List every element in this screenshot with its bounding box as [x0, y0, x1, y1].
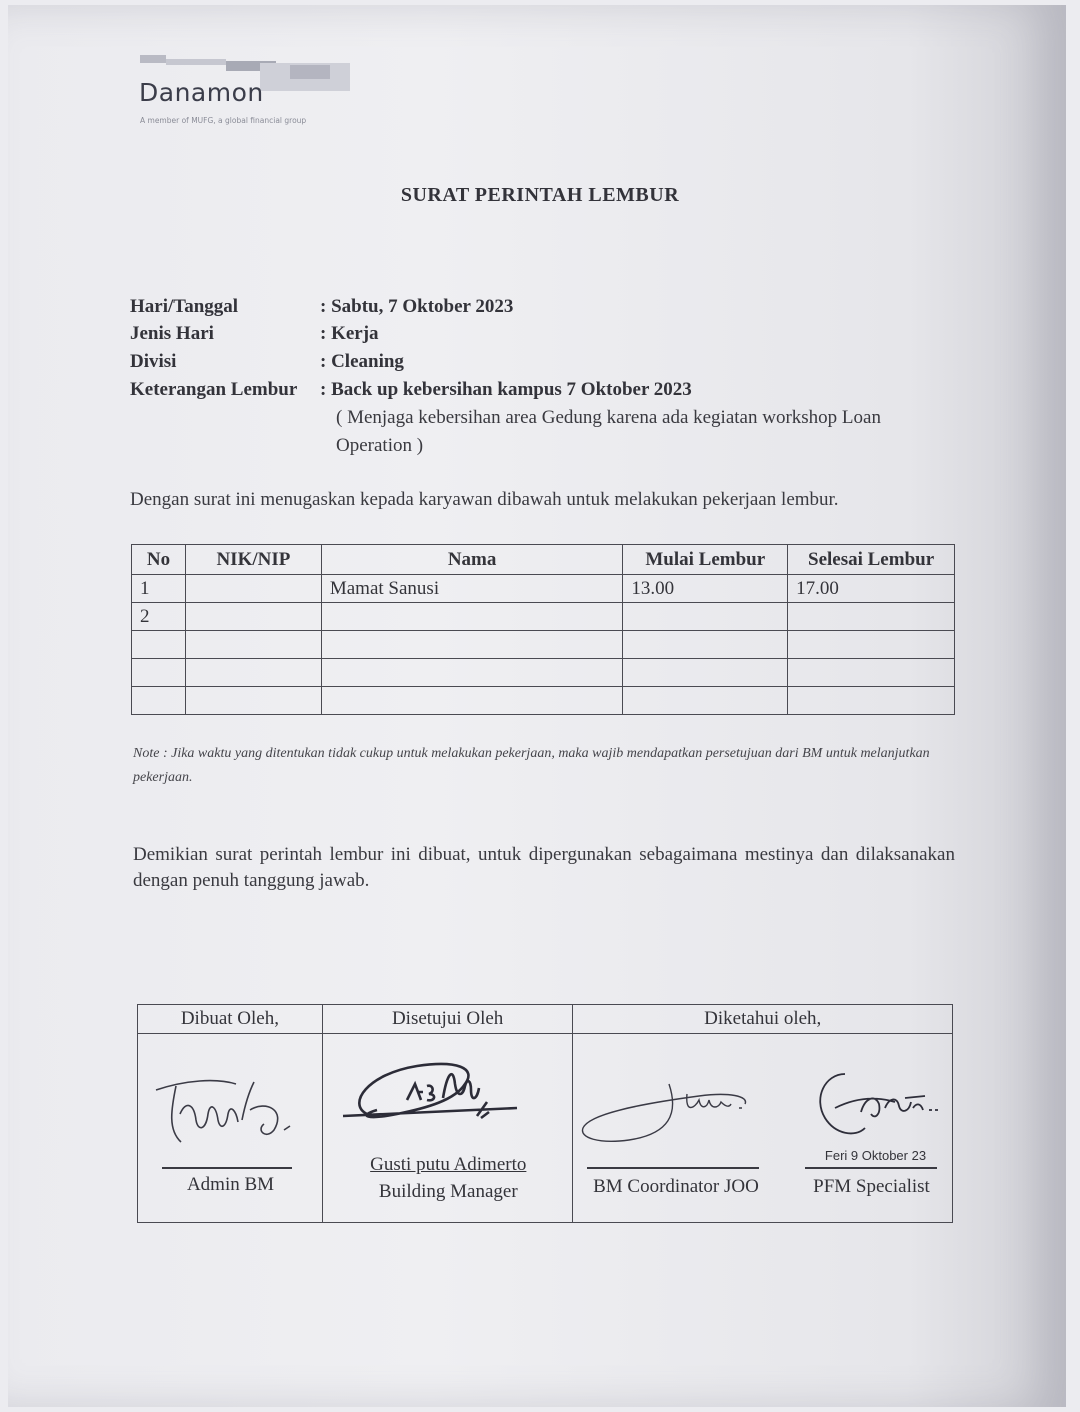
diketahui-signature-cell	[573, 1034, 953, 1223]
hari-tanggal-label: Hari/Tanggal	[130, 296, 239, 317]
table-row	[132, 687, 955, 715]
table-row	[132, 659, 955, 687]
keterangan-lembur-value: : Back up kebersihan kampus 7 Oktober 2023	[320, 379, 692, 400]
cell-mulai	[623, 687, 788, 715]
cell-no: 2	[132, 603, 186, 631]
cell-mulai	[623, 659, 788, 687]
note-text: Note : Jika waktu yang ditentukan tidak cukup untuk melakukan pekerjaan, maka wajib mendapatkan persetujuan dari BM untuk melanjutkan pekerjaan.	[133, 746, 930, 785]
cell-selesai	[788, 631, 955, 659]
coordinator-signature-image	[559, 1064, 759, 1154]
table-row	[132, 631, 955, 659]
cell-nama: Mamat Sanusi	[321, 575, 622, 603]
cell-selesai	[788, 603, 955, 631]
header-no: No	[132, 545, 186, 575]
cell-nama	[321, 659, 622, 687]
table-header-row	[132, 545, 955, 575]
disetujui-oleh-header: Disetujui Oleh	[322, 1005, 573, 1034]
closing-paragraph: Demikian surat perintah lembur ini dibuat, untuk dipergunakan sebagaimana mestinya dan dilaksanakan dengan penuh tanggung jawab.	[133, 844, 955, 891]
keterangan-detail-line2: Operation )	[336, 435, 424, 456]
header-mulai-lembur: Mulai Lembur	[623, 545, 788, 575]
signature-table	[137, 1004, 953, 1223]
dibuat-oleh-header: Dibuat Oleh,	[138, 1005, 323, 1034]
danamon-logo-text: Danamon	[139, 78, 264, 107]
divisi-label: Divisi	[130, 351, 177, 372]
jenis-hari-label: Jenis Hari	[130, 323, 214, 344]
table-row	[132, 575, 955, 603]
jenis-hari-value: : Kerja	[320, 323, 379, 344]
cell-mulai: 13.00	[623, 575, 788, 603]
keterangan-detail-line1: ( Menjaga kebersihan area Gedung karena ada kegiatan workshop Loan	[336, 407, 881, 428]
diketahui-oleh-header: Diketahui oleh,	[573, 1005, 953, 1034]
cell-nik	[185, 603, 321, 631]
header-selesai-lembur: Selesai Lembur	[788, 545, 955, 575]
cell-nama	[321, 631, 622, 659]
cell-nama	[321, 603, 622, 631]
coordinator-role: BM Coordinator JOO	[593, 1176, 759, 1197]
cell-nama	[321, 687, 622, 715]
cell-selesai	[788, 687, 955, 715]
cell-selesai	[788, 659, 955, 687]
cell-selesai: 17.00	[788, 575, 955, 603]
pfm-signature-image	[805, 1068, 945, 1148]
manager-role: Building Manager	[378, 1181, 518, 1202]
cell-nik	[185, 631, 321, 659]
cell-no	[132, 631, 186, 659]
cell-nik	[185, 687, 321, 715]
manager-name: Gusti putu Adimerto	[370, 1154, 527, 1175]
cell-no	[132, 659, 186, 687]
cell-mulai	[623, 631, 788, 659]
cell-nik	[185, 659, 321, 687]
intro-paragraph: Dengan surat ini menugaskan kepada karyawan dibawah untuk melakukan pekerjaan lembur.	[130, 489, 839, 510]
admin-role: Admin BM	[186, 1174, 275, 1195]
manager-signature-image	[337, 1044, 527, 1144]
admin-signature-cell	[138, 1034, 323, 1223]
hari-tanggal-value: : Sabtu, 7 Oktober 2023	[320, 296, 514, 317]
cell-nik	[185, 575, 321, 603]
divisi-value: : Cleaning	[320, 351, 404, 372]
manager-signature-cell	[322, 1034, 573, 1223]
header-nama: Nama	[321, 545, 622, 575]
header-nik-nip: NIK/NIP	[185, 545, 321, 575]
employee-table	[131, 544, 955, 715]
cell-no	[132, 687, 186, 715]
pfm-date: Feri 9 Oktober 23	[824, 1148, 927, 1163]
table-row	[132, 603, 955, 631]
danamon-logo-tagline: A member of MUFG, a global financial group	[140, 116, 307, 125]
cell-mulai	[623, 603, 788, 631]
pfm-role: PFM Specialist	[813, 1176, 930, 1197]
cell-no: 1	[132, 575, 186, 603]
keterangan-lembur-label: Keterangan Lembur	[130, 379, 298, 400]
admin-signature-image	[146, 1070, 306, 1150]
document-title: SURAT PERINTAH LEMBUR	[400, 184, 680, 206]
